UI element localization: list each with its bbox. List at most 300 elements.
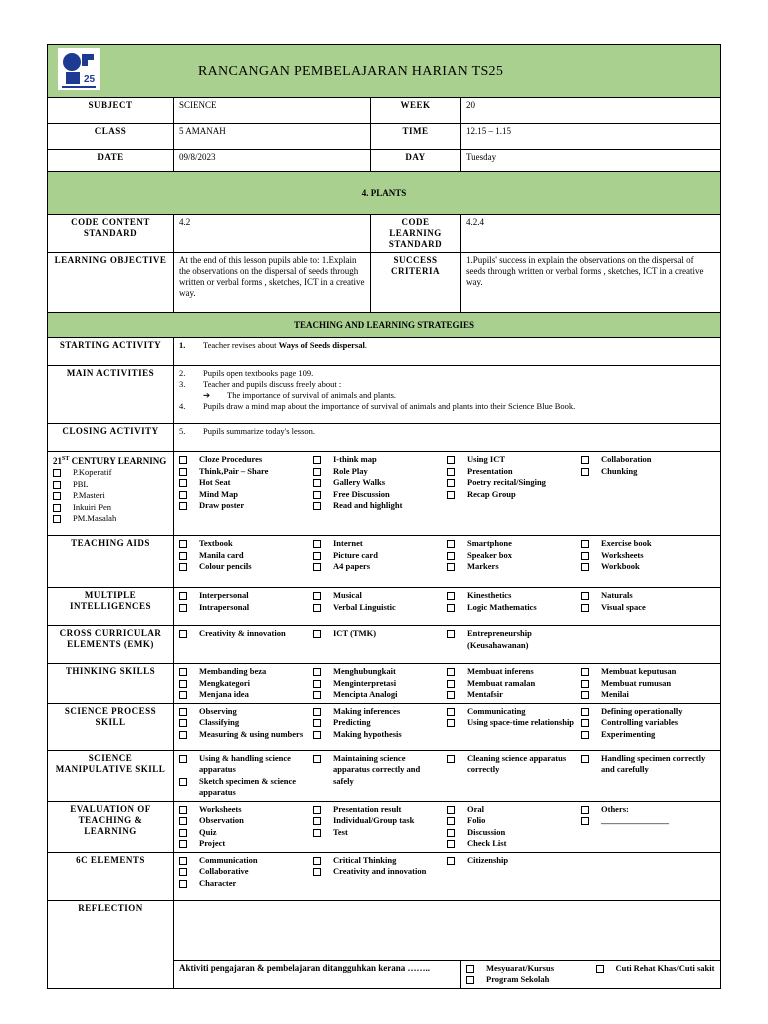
checkbox-option[interactable]	[313, 602, 443, 614]
checkbox-option[interactable]	[581, 550, 711, 562]
checkbox-icon[interactable]	[313, 755, 321, 763]
checkbox-icon[interactable]	[179, 731, 187, 739]
checkbox-label: Predicting	[333, 717, 371, 727]
option-column	[581, 454, 715, 512]
checkbox-option[interactable]	[179, 628, 309, 640]
reflection-area[interactable]	[174, 900, 721, 960]
checkbox-option[interactable]	[581, 804, 711, 816]
checkbox-label: Membuat keputusan	[601, 666, 677, 676]
checkbox-option[interactable]	[313, 855, 443, 867]
checkbox-option[interactable]	[447, 561, 577, 573]
checkbox-icon[interactable]	[179, 479, 187, 487]
checkbox-icon[interactable]	[313, 731, 321, 739]
checkbox-icon[interactable]	[179, 880, 187, 888]
multiple-intelligences-options	[174, 588, 721, 626]
checkbox-icon[interactable]	[313, 857, 321, 865]
checkbox-option[interactable]	[313, 628, 443, 640]
checkbox-icon[interactable]	[179, 491, 187, 499]
option-column	[447, 538, 581, 573]
option-column	[179, 706, 313, 741]
checkbox-label: Naturals	[601, 590, 633, 600]
checkbox-option[interactable]	[313, 454, 443, 466]
checkbox-icon[interactable]	[581, 691, 589, 699]
checkbox-option[interactable]	[179, 717, 309, 729]
checkbox-option[interactable]	[447, 628, 577, 651]
checkbox-label: Critical Thinking	[333, 854, 397, 865]
checkbox-label: Individual/Group task	[333, 815, 415, 825]
checkbox-label: I-think map	[333, 454, 377, 464]
checkbox-option[interactable]	[179, 878, 309, 890]
checkbox-option[interactable]	[596, 963, 721, 975]
option-column	[447, 753, 581, 799]
six-c-label: 6C ELEMENTS	[48, 852, 174, 900]
checkbox-option[interactable]	[581, 689, 711, 701]
option-column	[179, 628, 313, 651]
checkbox-icon[interactable]	[179, 668, 187, 676]
checkbox-option[interactable]	[179, 538, 309, 550]
checkbox-label: P.Koperatif	[73, 467, 112, 477]
checkbox-option[interactable]	[447, 706, 577, 718]
checkbox-option[interactable]	[179, 454, 309, 466]
option-column	[313, 804, 447, 850]
checkbox-icon[interactable]	[179, 540, 187, 548]
checkbox-option[interactable]	[179, 804, 309, 816]
checkbox-icon[interactable]	[179, 563, 187, 571]
checkbox-label: Verbal Linguistic	[333, 601, 396, 612]
checkbox-icon[interactable]	[447, 708, 455, 716]
checkbox-icon[interactable]	[179, 680, 187, 688]
option-column	[581, 590, 715, 613]
checkbox-option[interactable]	[179, 678, 309, 690]
checkbox-icon[interactable]	[313, 806, 321, 814]
checkbox-icon[interactable]	[313, 604, 321, 612]
main-activity-item: Teacher and pupils discuss freely about :	[203, 379, 342, 389]
checkbox-label: Musical	[333, 590, 362, 600]
option-column	[596, 963, 721, 986]
checkbox-icon[interactable]	[179, 755, 187, 763]
checkbox-option[interactable]	[313, 815, 443, 827]
subject-value: SCIENCE	[174, 98, 371, 124]
option-column	[179, 666, 313, 701]
checkbox-label: Mesyuarat/Kursus	[486, 962, 554, 973]
checkbox-option[interactable]	[179, 855, 309, 867]
checkbox-label: Collaborative	[199, 866, 249, 876]
checkbox-option[interactable]	[447, 602, 577, 614]
checkbox-option[interactable]	[179, 729, 309, 741]
checkbox-icon[interactable]	[581, 719, 589, 727]
checkbox-icon[interactable]	[313, 630, 321, 638]
date-value: 09/8/2023	[174, 150, 371, 172]
checkbox-option[interactable]	[313, 729, 443, 741]
checkbox-icon[interactable]	[447, 552, 455, 560]
checkbox-label: Classifying	[199, 717, 240, 727]
option-column	[313, 590, 447, 613]
option-column	[313, 628, 447, 651]
checkbox-icon[interactable]	[447, 691, 455, 699]
checkbox-icon[interactable]	[313, 592, 321, 600]
checkbox-label: Membuat ramalan	[467, 677, 536, 688]
evaluation-options	[174, 801, 721, 852]
option-column	[447, 855, 581, 890]
checkbox-option[interactable]	[447, 838, 577, 850]
checkbox-icon[interactable]	[313, 552, 321, 560]
checkbox-option[interactable]	[313, 538, 443, 550]
checkbox-label: PBL	[73, 478, 89, 489]
checkbox-icon[interactable]	[447, 817, 455, 825]
checkbox-icon[interactable]	[447, 755, 455, 763]
checkbox-icon[interactable]	[179, 604, 187, 612]
checkbox-option[interactable]	[581, 538, 711, 550]
checkbox-icon[interactable]	[179, 840, 187, 848]
checkbox-label: Exercise book	[601, 538, 652, 548]
checkbox-icon[interactable]	[313, 456, 321, 464]
process-skill-options	[174, 703, 721, 750]
option-column	[447, 706, 581, 741]
checkbox-option[interactable]	[581, 678, 711, 690]
reflection-label: REFLECTION	[48, 900, 174, 988]
checkbox-option[interactable]	[581, 729, 711, 741]
option-column	[581, 666, 715, 701]
checkbox-label: Making inferences	[333, 705, 401, 716]
checkbox-label: ________________	[601, 815, 669, 825]
checkbox-label: Colour pencils	[199, 561, 252, 571]
title-bar	[48, 45, 721, 98]
learning-objective-label: LEARNING OBJECTIVE	[48, 253, 174, 313]
checkbox-icon[interactable]	[447, 592, 455, 600]
checkbox-icon[interactable]	[466, 965, 474, 973]
checkbox-icon[interactable]	[53, 481, 61, 489]
checkbox-option[interactable]	[466, 963, 592, 975]
checkbox-label: Using ICT	[467, 454, 506, 464]
option-column	[581, 804, 715, 850]
checkbox-option[interactable]	[581, 590, 711, 602]
checkbox-option[interactable]	[313, 666, 443, 678]
checkbox-icon[interactable]	[179, 829, 187, 837]
checkbox-icon[interactable]	[313, 563, 321, 571]
checkbox-icon[interactable]	[313, 829, 321, 837]
class-label: CLASS	[48, 124, 174, 150]
checkbox-option[interactable]	[447, 466, 577, 478]
checkbox-icon[interactable]	[179, 468, 187, 476]
checkbox-option[interactable]	[179, 500, 309, 512]
checkbox-option[interactable]	[447, 477, 577, 489]
starting-activity-cell	[174, 338, 721, 366]
checkbox-icon[interactable]	[581, 468, 589, 476]
checkbox-icon[interactable]	[53, 469, 61, 477]
checkbox-option[interactable]	[581, 602, 711, 614]
century-options	[174, 452, 721, 536]
checkbox-option[interactable]	[447, 855, 577, 867]
checkbox-icon[interactable]	[447, 540, 455, 548]
checkbox-icon[interactable]	[313, 719, 321, 727]
checkbox-option[interactable]	[447, 666, 577, 678]
process-skill-label: SCIENCE PROCESS SKILL	[48, 703, 174, 750]
checkbox-option[interactable]	[447, 538, 577, 550]
success-criteria-label: SUCCESS CRITERIA	[371, 253, 461, 313]
checkbox-option[interactable]	[313, 753, 443, 788]
checkbox-option[interactable]	[447, 489, 577, 501]
checkbox-option[interactable]	[313, 706, 443, 718]
checkbox-icon[interactable]	[447, 829, 455, 837]
checkbox-icon[interactable]	[179, 502, 187, 510]
checkbox-option[interactable]	[313, 827, 443, 839]
checkbox-icon[interactable]	[447, 719, 455, 727]
checkbox-icon[interactable]	[313, 491, 321, 499]
century-method-option[interactable]	[53, 490, 168, 502]
ts25-logo-icon	[58, 48, 100, 90]
checkbox-label: Free Discussion	[333, 488, 390, 499]
option-column	[179, 855, 313, 890]
checkbox-label: Sketch specimen & science apparatus	[199, 775, 297, 797]
checkbox-label: Observation	[199, 815, 244, 825]
option-column	[313, 538, 447, 573]
date-label: DATE	[48, 150, 174, 172]
checkbox-label: Menginterpretasi	[333, 677, 397, 688]
checkbox-option[interactable]	[447, 827, 577, 839]
checkbox-option[interactable]	[313, 866, 443, 878]
checkbox-icon[interactable]	[581, 563, 589, 571]
checkbox-option[interactable]	[179, 706, 309, 718]
checkbox-option[interactable]	[581, 561, 711, 573]
option-column	[447, 454, 581, 512]
checkbox-option[interactable]	[581, 706, 711, 718]
checkbox-icon[interactable]	[313, 680, 321, 688]
checkbox-label: Maintaining science apparatus correctly and safely	[333, 752, 421, 786]
checkbox-icon[interactable]	[179, 630, 187, 638]
checkbox-option[interactable]	[581, 753, 711, 776]
checkbox-icon[interactable]	[581, 456, 589, 464]
checkbox-icon[interactable]	[581, 755, 589, 763]
checkbox-option[interactable]	[179, 477, 309, 489]
checkbox-option[interactable]	[179, 815, 309, 827]
checkbox-label: Membanding beza	[199, 666, 267, 676]
century-method-option[interactable]	[53, 502, 168, 514]
checkbox-label: Cuti Rehat Khas/Cuti sakit	[615, 962, 715, 973]
checkbox-option[interactable]	[313, 678, 443, 690]
checkbox-icon[interactable]	[447, 680, 455, 688]
checkbox-icon[interactable]	[581, 731, 589, 739]
checkbox-option[interactable]	[179, 590, 309, 602]
checkbox-icon[interactable]	[447, 630, 455, 638]
checkbox-label: Mencipta Analogi	[333, 689, 398, 699]
checkbox-option[interactable]	[447, 550, 577, 562]
checkbox-option[interactable]	[447, 753, 577, 776]
checkbox-icon[interactable]	[581, 817, 589, 825]
main-activities-cell: 2. Pupils open textbooks page 109. 3. Teacher and pupils discuss freely about : ➔ The importance of survival of animals and plants. 4. Pupils draw a mind map about the importance of survival of animals and plants into their Science Blue Book.	[174, 366, 721, 424]
checkbox-icon[interactable]	[179, 806, 187, 814]
starting-activity-text: Teacher revises about Ways of Seeds dispersal.	[203, 340, 367, 350]
checkbox-icon[interactable]	[53, 492, 61, 500]
checkbox-option[interactable]	[179, 827, 309, 839]
checkbox-option[interactable]	[447, 689, 577, 701]
checkbox-option[interactable]	[581, 454, 711, 466]
checkbox-label: Quiz	[199, 826, 217, 837]
checkbox-icon[interactable]	[447, 456, 455, 464]
checkbox-icon[interactable]	[447, 468, 455, 476]
checkbox-icon[interactable]	[179, 456, 187, 464]
checkbox-icon[interactable]	[313, 540, 321, 548]
checkbox-icon[interactable]	[581, 540, 589, 548]
checkbox-icon[interactable]	[179, 708, 187, 716]
checkbox-option[interactable]	[179, 753, 309, 776]
day-value: Tuesday	[461, 150, 721, 172]
checkbox-icon[interactable]	[179, 691, 187, 699]
checkbox-icon[interactable]	[313, 708, 321, 716]
checkbox-icon[interactable]	[447, 563, 455, 571]
checkbox-option[interactable]	[179, 550, 309, 562]
checkbox-option[interactable]	[581, 466, 711, 478]
week-label: WEEK	[371, 98, 461, 124]
checkbox-icon[interactable]	[179, 868, 187, 876]
checkbox-icon[interactable]	[447, 491, 455, 499]
strategies-title: TEACHING AND LEARNING STRATEGIES	[48, 313, 721, 338]
checkbox-option[interactable]	[313, 561, 443, 573]
checkbox-icon[interactable]	[447, 479, 455, 487]
checkbox-option[interactable]	[313, 590, 443, 602]
checkbox-option[interactable]	[581, 666, 711, 678]
checkbox-option[interactable]	[581, 717, 711, 729]
checkbox-icon[interactable]	[313, 691, 321, 699]
checkbox-icon[interactable]	[179, 719, 187, 727]
checkbox-label: Membuat rumusan	[601, 677, 672, 688]
century-learning-label: 21ST CENTURY LEARNING	[53, 456, 167, 466]
century-method-option[interactable]	[53, 479, 168, 491]
checkbox-label: Test	[333, 826, 348, 837]
option-column	[447, 628, 581, 651]
checkbox-icon[interactable]	[53, 515, 61, 523]
option-column	[313, 753, 447, 799]
checkbox-label: Project	[199, 838, 226, 848]
century-method-option[interactable]	[53, 467, 168, 479]
checkbox-icon[interactable]	[53, 504, 61, 512]
checkbox-label: Poetry recital/Singing	[467, 477, 546, 487]
checkbox-icon[interactable]	[447, 668, 455, 676]
checkbox-label: Creativity & innovation	[199, 628, 286, 638]
option-column	[313, 855, 447, 890]
checkbox-label: A4 papers	[333, 561, 371, 571]
checkbox-label: Observing	[199, 705, 237, 716]
option-column	[581, 538, 715, 573]
checkbox-label: Others:	[601, 803, 629, 814]
checkbox-option[interactable]	[179, 838, 309, 850]
checkbox-option[interactable]	[447, 590, 577, 602]
checkbox-option[interactable]	[313, 804, 443, 816]
checkbox-option[interactable]	[179, 561, 309, 573]
checkbox-label: Measuring & using numbers	[199, 728, 304, 739]
checkbox-icon[interactable]	[447, 806, 455, 814]
checkbox-option[interactable]	[179, 866, 309, 878]
checkbox-label: Inkuiri Pen	[73, 501, 112, 512]
checkbox-icon[interactable]	[581, 592, 589, 600]
checkbox-icon[interactable]	[313, 502, 321, 510]
checkbox-option[interactable]	[313, 489, 443, 501]
checkbox-option[interactable]	[179, 776, 309, 799]
checkbox-label: Role Play	[333, 465, 368, 476]
checkbox-icon[interactable]	[179, 778, 187, 786]
checkbox-label: Making hypothesis	[333, 728, 402, 739]
checkbox-icon[interactable]	[313, 868, 321, 876]
checkbox-icon[interactable]	[466, 976, 474, 984]
checkbox-option[interactable]	[179, 666, 309, 678]
main-activities-label: MAIN ACTIVITIES	[48, 366, 174, 424]
logo-text: 25	[84, 74, 96, 85]
checkbox-option[interactable]	[447, 454, 577, 466]
checkbox-label: Collaboration	[601, 454, 652, 464]
option-column	[581, 628, 715, 651]
option-column	[581, 706, 715, 741]
checkbox-option[interactable]	[447, 815, 577, 827]
checkbox-option[interactable]	[447, 717, 577, 729]
reflection-reasons	[461, 960, 721, 988]
checkbox-icon[interactable]	[313, 817, 321, 825]
checkbox-label: Menghubungkait	[333, 666, 396, 676]
checkbox-icon[interactable]	[581, 708, 589, 716]
checkbox-option[interactable]	[179, 489, 309, 501]
checkbox-icon[interactable]	[313, 479, 321, 487]
checkbox-option[interactable]	[179, 466, 309, 478]
checkbox-option[interactable]	[466, 974, 592, 986]
checkbox-option[interactable]	[313, 689, 443, 701]
checkbox-option[interactable]	[447, 804, 577, 816]
checkbox-icon[interactable]	[581, 680, 589, 688]
checkbox-label: Entrepreneurship (Keusahawanan)	[467, 628, 532, 650]
checkbox-option[interactable]	[313, 477, 443, 489]
checkbox-label: Using & handling science apparatus	[199, 752, 291, 774]
checkbox-option[interactable]	[313, 550, 443, 562]
manipulative-skill-label: SCIENCE MANIPULATIVE SKILL	[48, 750, 174, 801]
checkbox-label: Logic Mathematics	[467, 601, 537, 612]
checkbox-icon[interactable]	[581, 806, 589, 814]
checkbox-icon[interactable]	[581, 668, 589, 676]
checkbox-label: Speaker box	[467, 549, 512, 560]
checkbox-icon[interactable]	[447, 604, 455, 612]
checkbox-label: Gallery Walks	[333, 477, 386, 487]
checkbox-icon[interactable]	[447, 840, 455, 848]
checkbox-label: Citizenship	[467, 854, 509, 865]
checkbox-option[interactable]	[447, 678, 577, 690]
checkbox-label: Think,Pair – Share	[199, 465, 269, 476]
checkbox-icon[interactable]	[581, 552, 589, 560]
checkbox-icon[interactable]	[581, 604, 589, 612]
checkbox-icon[interactable]	[179, 857, 187, 865]
checkbox-label: Textbook	[199, 538, 233, 548]
checkbox-option[interactable]	[313, 500, 443, 512]
checkbox-option[interactable]	[581, 815, 711, 827]
checkbox-icon[interactable]	[447, 857, 455, 865]
century-learning-list	[53, 467, 168, 525]
checkbox-option[interactable]	[313, 717, 443, 729]
checkbox-label: Handling specimen correctly and carefully	[601, 752, 706, 774]
checkbox-option[interactable]	[179, 602, 309, 614]
checkbox-label: Cleaning science apparatus correctly	[467, 752, 567, 774]
checkbox-label: Oral	[467, 803, 484, 814]
checkbox-icon[interactable]	[313, 468, 321, 476]
checkbox-icon[interactable]	[179, 552, 187, 560]
time-label: TIME	[371, 124, 461, 150]
checkbox-label: Character	[199, 877, 237, 888]
option-column	[313, 666, 447, 701]
checkbox-icon[interactable]	[596, 965, 604, 973]
checkbox-option[interactable]	[179, 689, 309, 701]
checkbox-icon[interactable]	[179, 817, 187, 825]
century-method-option[interactable]	[53, 513, 168, 525]
emk-options	[174, 626, 721, 664]
checkbox-icon[interactable]	[179, 592, 187, 600]
checkbox-label: Controlling variables	[601, 717, 679, 727]
checkbox-icon[interactable]	[313, 668, 321, 676]
checkbox-option[interactable]	[313, 466, 443, 478]
starting-activity-num: 1.	[179, 340, 186, 350]
